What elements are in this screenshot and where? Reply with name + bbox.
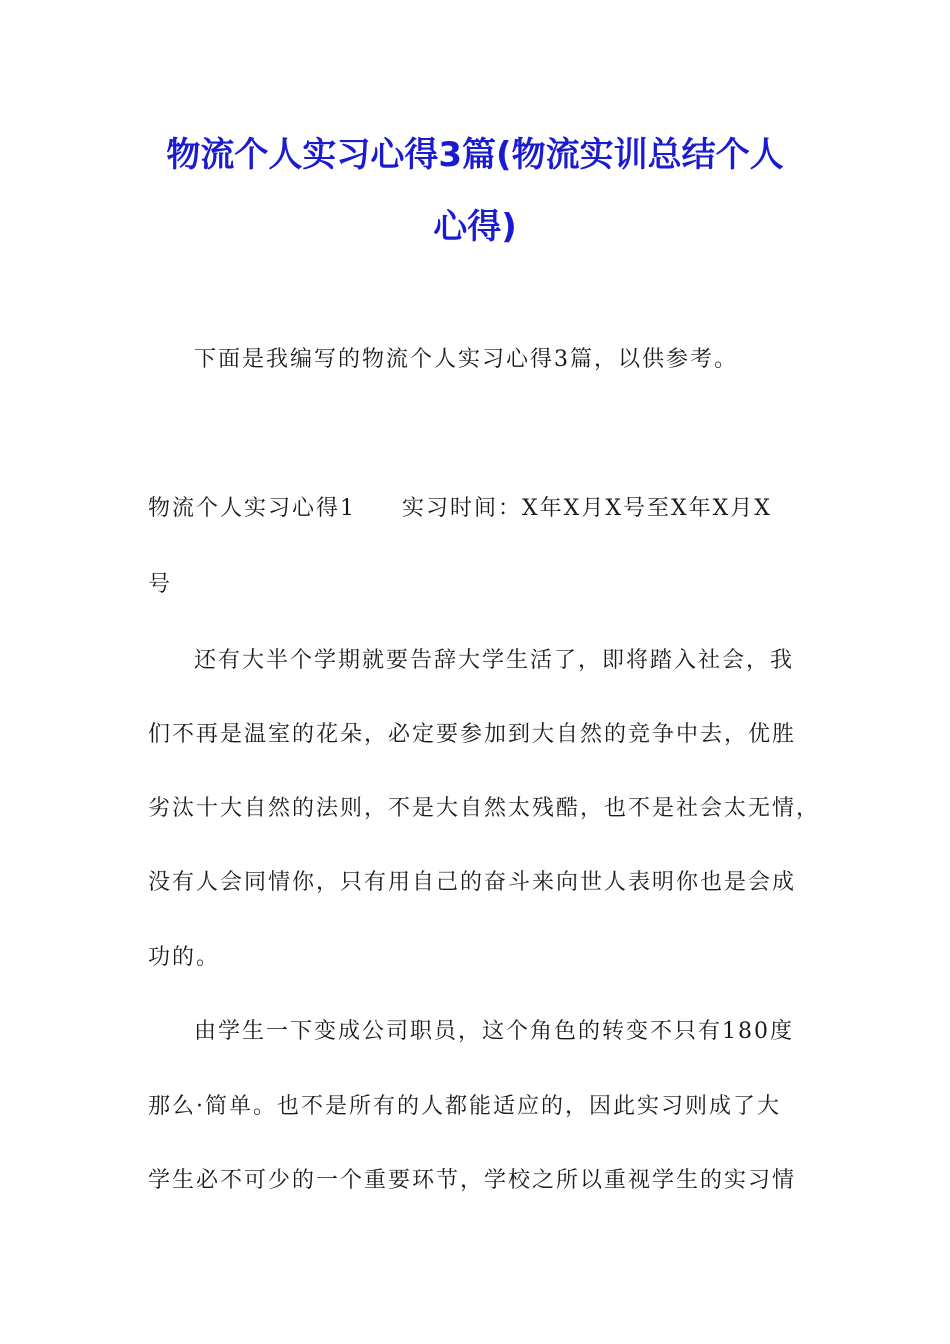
paragraph-2-line-3: 学生必不可少的一个重要环节，学校之所以重视学生的实习情: [148, 1168, 797, 1193]
intro-paragraph: 下面是我编写的物流个人实习心得3篇，以供参考。: [194, 347, 738, 372]
section-1-heading: 物流个人实习心得1: [148, 496, 356, 521]
paragraph-1-line-1: 还有大半个学期就要告辞大学生活了，即将踏入社会，我: [194, 648, 795, 673]
document-title-line-2: 心得): [433, 207, 517, 247]
paragraph-1-line-2: 们不再是温室的花朵，必定要参加到大自然的竞争中去，优胜: [148, 722, 797, 747]
paragraph-2-line-2: 那么·简单。也不是所有的人都能适应的，因此实习则成了大: [148, 1094, 781, 1119]
paragraph-1-line-3: 劣汰十大自然的法则，不是大自然太残酷，也不是社会太无情，: [148, 796, 821, 821]
internship-time: 实习时间：X年X月X号至X年X月X: [402, 496, 772, 521]
paragraph-1-line-5: 功的。: [148, 945, 221, 970]
paragraph-1-line-4: 没有人会同情你，只有用自己的奋斗来向世人表明你也是会成: [148, 870, 797, 895]
section-heading-line: [148, 494, 828, 524]
paragraph-2-line-1: 由学生一下变成公司职员，这个角色的转变不只有180度: [194, 1019, 794, 1044]
document-title-line-1: 物流个人实习心得3篇(物流实训总结个人: [166, 135, 784, 175]
internship-time-continued: 号: [148, 572, 173, 597]
